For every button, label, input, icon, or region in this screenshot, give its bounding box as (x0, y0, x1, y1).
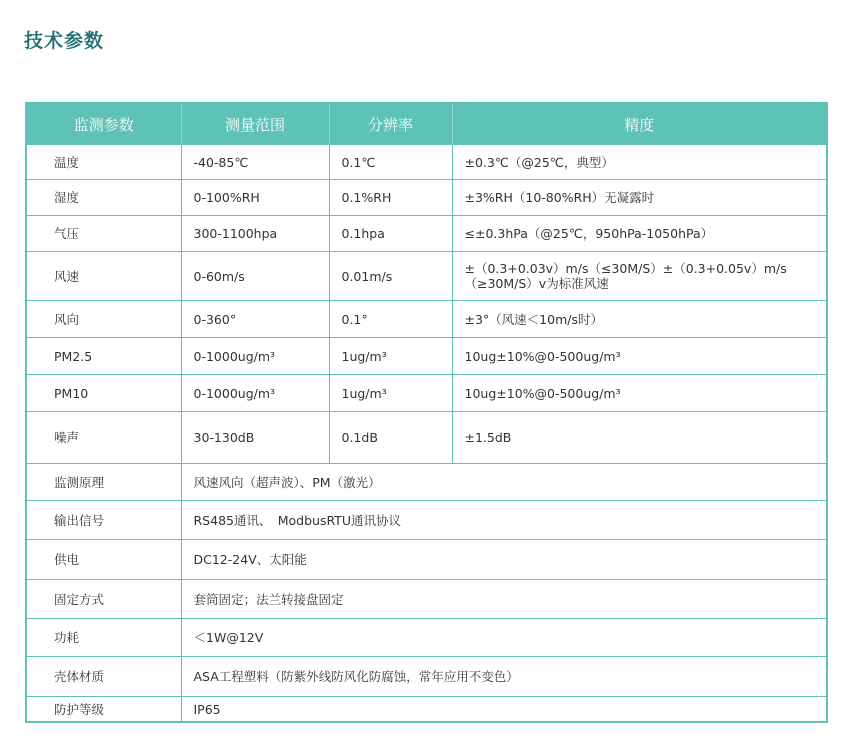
range-cell: 0-1000ug/m³ (181, 375, 329, 412)
spec-label: 供电 (27, 540, 181, 580)
param-cell: 湿度 (27, 180, 181, 216)
header-param: 监测参数 (27, 104, 181, 145)
table-row (27, 412, 826, 464)
resolution-cell: 0.1%RH (329, 180, 452, 216)
spec-table (25, 102, 828, 723)
table-row (27, 252, 826, 301)
spec-row (27, 619, 826, 657)
spec-value: ASA工程塑料（防紫外线防风化防腐蚀，常年应用不变色） (181, 657, 826, 697)
spec-label: 防护等级 (27, 697, 181, 722)
param-cell: 风速 (27, 252, 181, 301)
table-row (27, 180, 826, 216)
header-range: 测量范围 (181, 104, 329, 145)
header-resolution: 分辨率 (329, 104, 452, 145)
range-cell: 300-1100hpa (181, 216, 329, 252)
accuracy-cell: 10ug±10%@0-500ug/m³ (452, 338, 826, 375)
resolution-cell: 0.1℃ (329, 145, 452, 180)
param-cell: PM2.5 (27, 338, 181, 375)
resolution-cell: 0.01m/s (329, 252, 452, 301)
spec-label: 功耗 (27, 619, 181, 657)
resolution-cell: 0.1° (329, 301, 452, 338)
table-row (27, 301, 826, 338)
range-cell: 0-1000ug/m³ (181, 338, 329, 375)
range-cell: -40-85℃ (181, 145, 329, 180)
table-row (27, 338, 826, 375)
param-cell: 温度 (27, 145, 181, 180)
accuracy-cell: ±3%RH（10-80%RH）无凝露时 (452, 180, 826, 216)
accuracy-cell: ±（0.3+0.03v）m/s（≤30M/S）±（0.3+0.05v）m/s（≥30M/S）v为标准风速 (452, 252, 826, 301)
spec-row (27, 501, 826, 540)
spec-value: IP65 (181, 697, 826, 722)
spec-value: ＜1W@12V (181, 619, 826, 657)
spec-label: 监测原理 (27, 464, 181, 501)
spec-row (27, 464, 826, 501)
accuracy-cell: ≤±0.3hPa（@25℃，950hPa-1050hPa） (452, 216, 826, 252)
accuracy-cell: 10ug±10%@0-500ug/m³ (452, 375, 826, 412)
resolution-cell: 0.1hpa (329, 216, 452, 252)
param-cell: 风向 (27, 301, 181, 338)
accuracy-cell: ±1.5dB (452, 412, 826, 464)
table-row (27, 145, 826, 180)
spec-label: 输出信号 (27, 501, 181, 540)
range-cell: 30-130dB (181, 412, 329, 464)
accuracy-cell: ±0.3℃（@25℃，典型） (452, 145, 826, 180)
spec-label: 壳体材质 (27, 657, 181, 697)
table-row (27, 216, 826, 252)
resolution-cell: 1ug/m³ (329, 338, 452, 375)
range-cell: 0-100%RH (181, 180, 329, 216)
resolution-cell: 0.1dB (329, 412, 452, 464)
spec-row (27, 540, 826, 580)
table-row (27, 375, 826, 412)
resolution-cell: 1ug/m³ (329, 375, 452, 412)
param-cell: PM10 (27, 375, 181, 412)
spec-row (27, 697, 826, 722)
accuracy-cell: ±3°（风速＜10m/s时） (452, 301, 826, 338)
range-cell: 0-360° (181, 301, 329, 338)
param-cell: 噪声 (27, 412, 181, 464)
spec-row (27, 657, 826, 697)
header-accuracy: 精度 (452, 104, 826, 145)
range-cell: 0-60m/s (181, 252, 329, 301)
spec-value: 套筒固定；法兰转接盘固定 (181, 580, 826, 619)
section-title: 技术参数 (24, 30, 105, 52)
header-row (27, 104, 826, 145)
spec-label: 固定方式 (27, 580, 181, 619)
spec-value: 风速风向（超声波）、PM（激光） (181, 464, 826, 501)
spec-value: DC12-24V、太阳能 (181, 540, 826, 580)
param-cell: 气压 (27, 216, 181, 252)
spec-value: RS485通讯、 ModbusRTU通讯协议 (181, 501, 826, 540)
spec-row (27, 580, 826, 619)
